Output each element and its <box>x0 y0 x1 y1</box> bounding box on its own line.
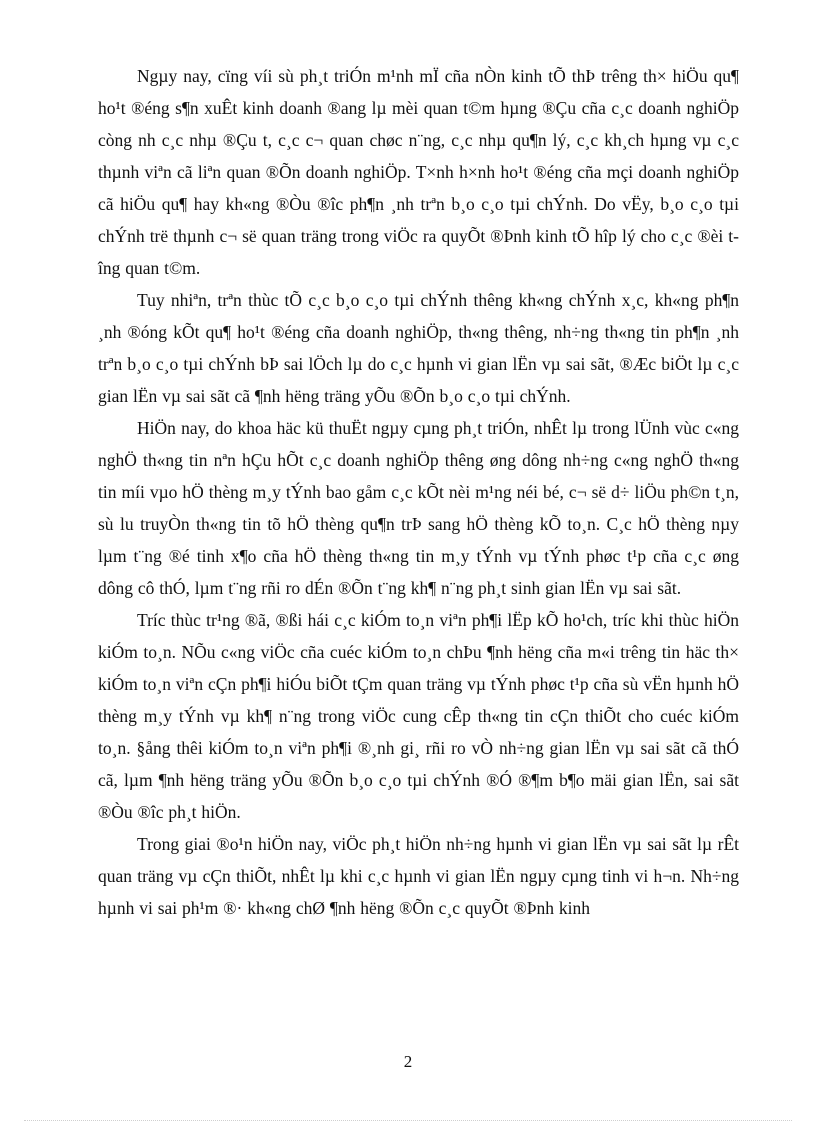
page-bottom-divider <box>24 1120 792 1121</box>
paragraph: HiÖn nay, do khoa häc kü thuËt ngµy cµng ph¸t triÓn, nhÊt lµ trong lÜnh vùc c«ng nghÖ th«ng tin nªn hÇu hÕt c¸c doanh nghiÖp thêng øng dông nh÷ng c«ng nghÖ th«ng tin míi vµo hÖ thèng m¸y tÝnh bao gåm c¸c kÕt nèi m¹ng néi bé, c¬ së d÷ liÖu ph©n t¸n, sù lu truyÒn th«ng tin tõ hÖ thèng qu¶n trÞ sang hÖ thèng kÕ to¸n. C¸c hÖ thèng nµy lµm t¨ng ®é tinh x¶o cña hÖ thèng th«ng tin m¸y tÝnh vµ tÝnh phøc t¹p cña c¸c øng dông cô thÓ, lµm t¨ng rñi ro dÉn ®Õn t¨ng kh¶ n¨ng ph¸t sinh gian lËn vµ sai sãt. <box>98 418 739 598</box>
paragraph: Ngµy nay, cïng víi sù ph¸t triÓn m¹nh mÏ cña nÒn kinh tÕ thÞ trêng th× hiÖu qu¶ ho¹t ®éng s¶n xuÊt kinh doanh ®ang lµ mèi quan t©m hµng ®Çu cña c¸c doanh nghiÖp còng nh c¸c nhµ ®Çu t, c¸c c¬ quan chøc n¨ng, c¸c nhµ qu¶n lý, c¸c kh¸ch hµng vµ c¸c thµnh viªn cã liªn quan ®Õn doanh nghiÖp. T×nh h×nh ho¹t ®éng cña mçi doanh nghiÖp cã hiÖu qu¶ hay kh«ng ®Òu ®îc ph¶n ¸nh trªn b¸o c¸o tµi chÝnh. Do vËy, b¸o c¸o tµi chÝnh trë thµnh c¬ së quan träng trong viÖc ra quyÕt ®Þnh kinh tÕ hîp lý cho c¸c ®èi tîng quan t©m. <box>98 66 739 278</box>
paragraph: Trong giai ®o¹n hiÖn nay, viÖc ph¸t hiÖn nh÷ng hµnh vi gian lËn vµ sai sãt lµ rÊt quan träng vµ cÇn thiÕt, nhÊt lµ khi c¸c hµnh vi gian lËn ngµy cµng tinh vi h¬n. Nh÷ng hµnh vi sai ph¹m ®· kh«ng chØ ¶nh hëng ®Õn c¸c quyÕt ®Þnh kinh <box>98 834 739 918</box>
page-number: 2 <box>403 1052 413 1071</box>
paragraph: Tríc thùc tr¹ng ®ã, ®ßi hái c¸c kiÓm to¸n viªn ph¶i lËp kÕ ho¹ch, tríc khi thùc hiÖn kiÓm to¸n. NÕu c«ng viÖc cña cuéc kiÓm to¸n chÞu ¶nh hëng cña m«i trêng tin häc th× kiÓm to¸n viªn cÇn ph¶i hiÓu biÕt tÇm quan träng vµ tÝnh phøc t¹p cña sù vËn hµnh hÖ thèng m¸y tÝnh vµ kh¶ n¨ng trong viÖc cung cÊp th«ng tin cÇn thiÕt cho cuéc kiÓm to¸n. §ång thêi kiÓm to¸n viªn ph¶i ®¸nh gi¸ rñi ro vÒ nh÷ng gian lËn vµ sai sãt cã thÓ cã, lµm ¶nh hëng träng yÕu ®Õn b¸o c¸o tµi chÝnh ®Ó ®¶m b¶o mäi gian lËn, sai sãt ®Òu ®îc ph¸t hiÖn. <box>98 610 739 822</box>
paragraph: Tuy nhiªn, trªn thùc tÕ c¸c b¸o c¸o tµi chÝnh thêng kh«ng chÝnh x¸c, kh«ng ph¶n ¸nh ®óng kÕt qu¶ ho¹t ®éng cña doanh nghiÖp, th«ng thêng, nh÷ng th«ng tin ph¶n ¸nh trªn b¸o c¸o tµi chÝnh bÞ sai lÖch lµ do c¸c hµnh vi gian lËn vµ sai sãt, ®Æc biÖt lµ c¸c gian lËn vµ sai sãt cã ¶nh hëng träng yÕu ®Õn b¸o c¸o tµi chÝnh. <box>98 290 739 406</box>
page-body <box>98 60 739 924</box>
